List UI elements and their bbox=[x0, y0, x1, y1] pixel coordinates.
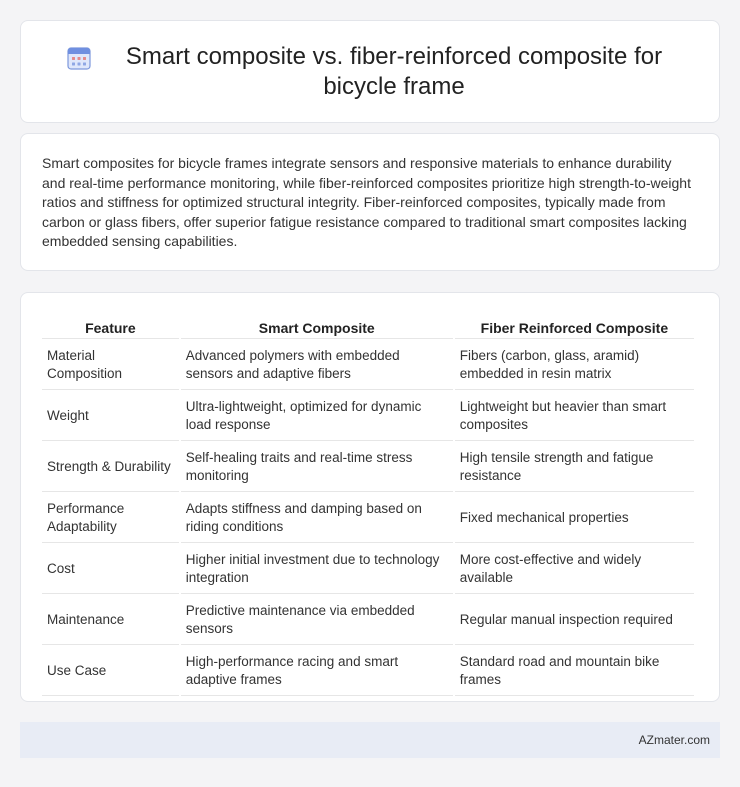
footer-site-link[interactable]: AZmater.com bbox=[638, 733, 710, 747]
column-header-fiber-reinforced-composite: Fiber Reinforced Composite bbox=[455, 315, 694, 339]
comparison-table bbox=[40, 313, 696, 698]
summary-card bbox=[20, 133, 720, 271]
table-cell-feature: Cost bbox=[42, 545, 179, 594]
table-cell-fiber: High tensile strength and fatigue resistance bbox=[455, 443, 694, 492]
table-cell-fiber: Standard road and mountain bike frames bbox=[455, 647, 694, 696]
table-cell-smart: Adapts stiffness and damping based on riding conditions bbox=[181, 494, 453, 543]
table-row bbox=[42, 545, 694, 594]
table-row bbox=[42, 443, 694, 492]
table-cell-feature: Strength & Durability bbox=[42, 443, 179, 492]
table-cell-smart: Advanced polymers with embedded sensors and adaptive fibers bbox=[181, 341, 453, 390]
table-cell-feature: Performance Adaptability bbox=[42, 494, 179, 543]
table-cell-feature: Use Case bbox=[42, 647, 179, 696]
table-header-row bbox=[42, 315, 694, 339]
table-cell-smart: High-performance racing and smart adaptive frames bbox=[181, 647, 453, 696]
column-header-smart-composite: Smart Composite bbox=[181, 315, 453, 339]
table-cell-fiber: Fixed mechanical properties bbox=[455, 494, 694, 543]
table-cell-feature: Maintenance bbox=[42, 596, 179, 645]
table-row bbox=[42, 341, 694, 390]
table-cell-smart: Ultra-lightweight, optimized for dynamic load response bbox=[181, 392, 453, 441]
footer bbox=[20, 722, 720, 758]
calendar-grid-icon bbox=[66, 45, 92, 71]
table-cell-smart: Self-healing traits and real-time stress monitoring bbox=[181, 443, 453, 492]
summary-text: Smart composites for bicycle frames integrate sensors and responsive materials to enhance durability and real-time performance monitoring, while fiber-reinforced composites prioritize high strength-to-weight ratios and stiffness for optimized structural integrity. Fiber-reinforced composites, typically made from carbon or glass fibers, offer superior fatigue resistance compared to traditional smart composites lacking embedded sensing capabilities. bbox=[42, 155, 691, 249]
table-row bbox=[42, 596, 694, 645]
table-cell-fiber: More cost-effective and widely available bbox=[455, 545, 694, 594]
table-cell-smart: Higher initial investment due to technology integration bbox=[181, 545, 453, 594]
comparison-table-card bbox=[20, 292, 720, 702]
table-cell-feature: Weight bbox=[42, 392, 179, 441]
table-cell-fiber: Fibers (carbon, glass, aramid) embedded in resin matrix bbox=[455, 341, 694, 390]
table-cell-feature: Material Composition bbox=[42, 341, 179, 390]
table-cell-fiber: Regular manual inspection required bbox=[455, 596, 694, 645]
title-row bbox=[66, 42, 674, 102]
table-cell-smart: Predictive maintenance via embedded sensors bbox=[181, 596, 453, 645]
table-row bbox=[42, 392, 694, 441]
column-header-feature: Feature bbox=[42, 315, 179, 339]
table-row bbox=[42, 494, 694, 543]
page-title: Smart composite vs. fiber-reinforced composite for bicycle frame bbox=[125, 42, 663, 100]
title-card bbox=[20, 20, 720, 123]
table-row bbox=[42, 647, 694, 696]
table-cell-fiber: Lightweight but heavier than smart composites bbox=[455, 392, 694, 441]
